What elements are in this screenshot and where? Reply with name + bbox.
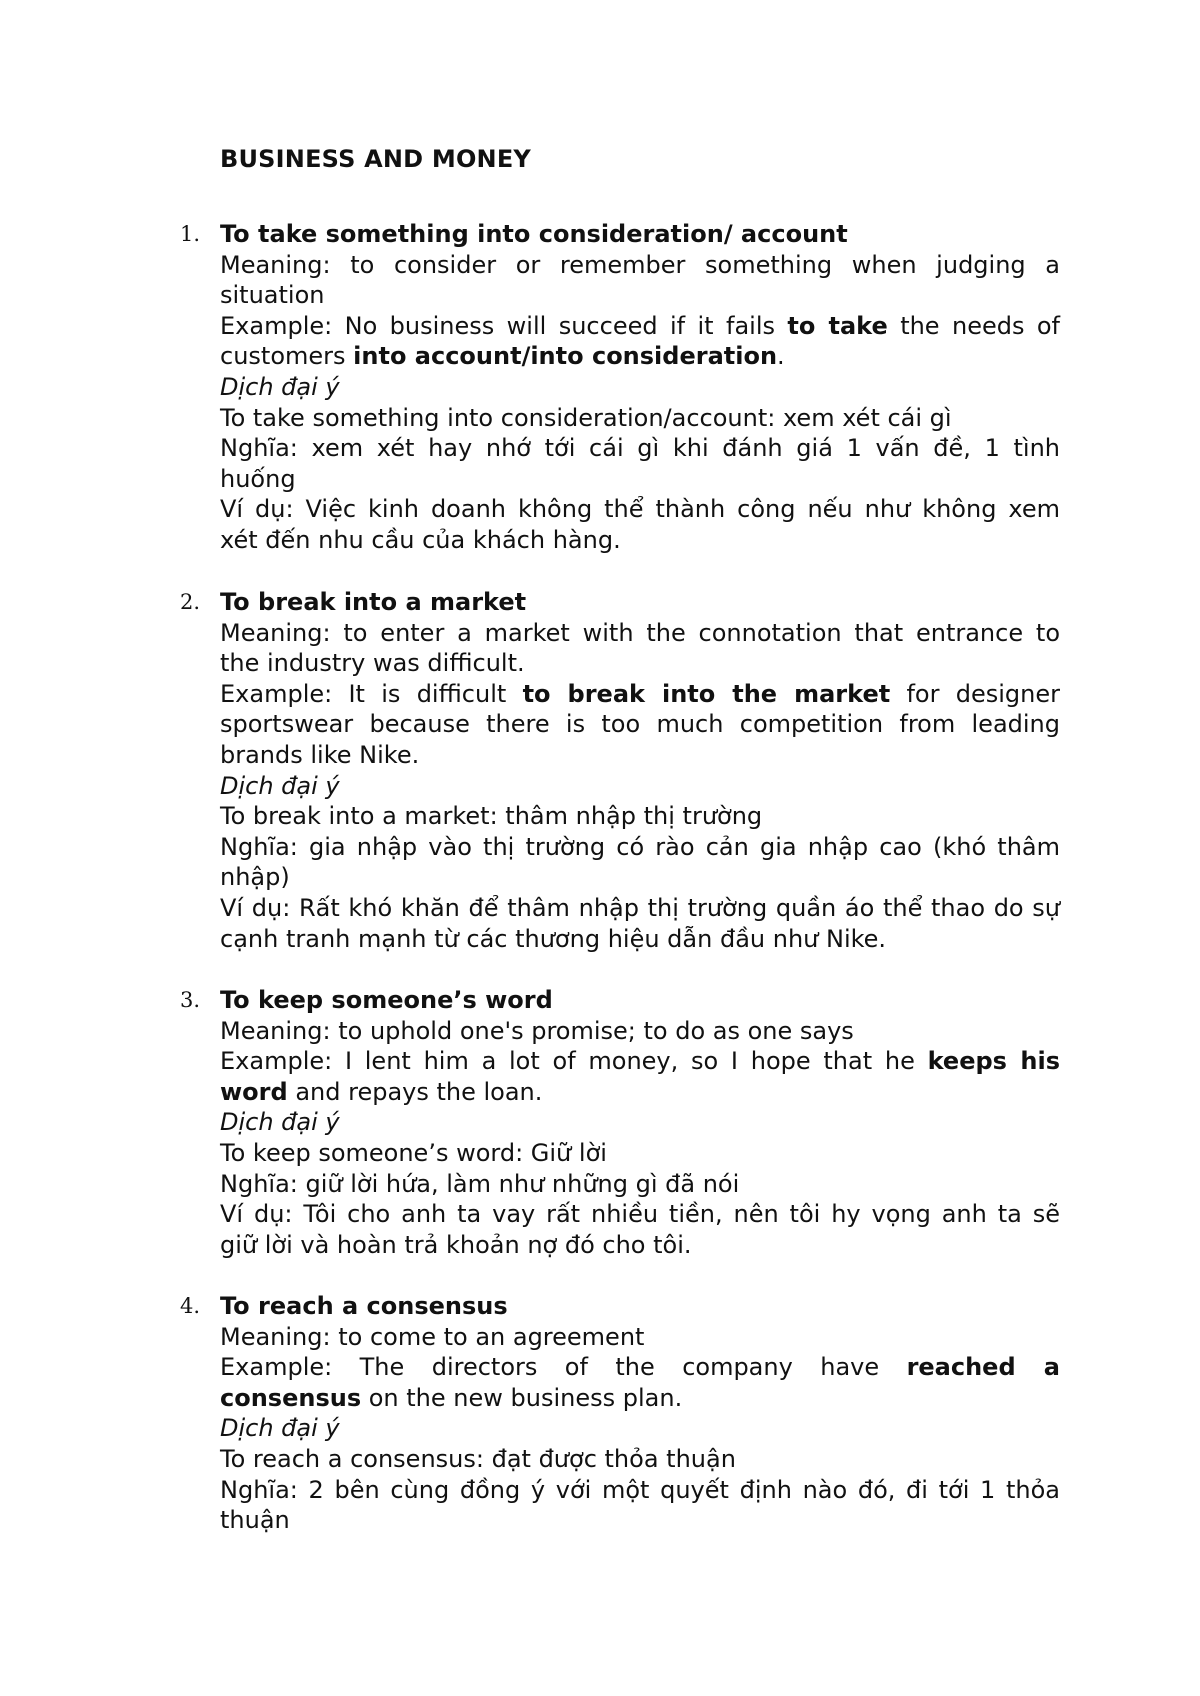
meaning-line: Meaning: to enter a market with the connotation that entrance to: [220, 618, 1060, 647]
example-line: Example: No business will succeed if it fails to take the needs of: [220, 311, 1061, 340]
meaning-line: situation: [220, 281, 325, 310]
document-title: BUSINESS AND MONEY: [220, 145, 532, 173]
example-line: Example: It is difficult to break into the market for designer: [220, 679, 1061, 708]
entry-number: 1.: [180, 222, 201, 246]
meaning-vi-line: Nghĩa: 2 bên cùng đồng ý với một quyết định nào đó, đi tới 1 thỏa: [220, 1475, 1060, 1504]
example-line: Example: The directors of the company have reached a: [220, 1353, 1060, 1382]
meaning-vi-line: Nghĩa: xem xét hay nhớ tới cái gì khi đánh giá 1 vấn đề, 1 tình: [220, 434, 1060, 463]
phrase-translation: To take something into consideration/account: xem xét cái gì: [220, 403, 952, 432]
idiom-entry: [180, 219, 1061, 556]
example-vi-line: giữ lời và hoàn trả khoản nợ đó cho tôi.: [220, 1230, 692, 1259]
idiom-entry: [180, 587, 1061, 954]
translation-label: Dịch đại ý: [220, 372, 340, 401]
example-vi-line: xét đến nhu cầu của khách hàng.: [220, 525, 621, 554]
example-vi-line: cạnh tranh mạnh từ các thương hiệu dẫn đầu như Nike.: [220, 924, 887, 953]
example-line: Example: I lent him a lot of money, so I hope that he keeps his: [220, 1047, 1060, 1076]
idiom-entry: [180, 985, 1060, 1260]
meaning-line: the industry was difficult.: [220, 649, 525, 678]
example-vi-line: Ví dụ: Rất khó khăn để thâm nhập thị trường quần áo thể thao do sự: [220, 893, 1060, 922]
translation-label: Dịch đại ý: [220, 1414, 340, 1443]
meaning-vi-line: Nghĩa: gia nhập vào thị trường có rào cản gia nhập cao (khó thâm: [220, 832, 1060, 861]
meaning-line: Meaning: to consider or remember something when judging a: [220, 250, 1060, 279]
translation-label: Dịch đại ý: [220, 1108, 340, 1137]
meaning-vi-line: huống: [220, 464, 296, 493]
phrase-translation: To break into a market: thâm nhập thị trường: [220, 802, 763, 831]
example-vi-line: Ví dụ: Việc kinh doanh không thể thành công nếu như không xem: [220, 495, 1060, 524]
entry-number: 4.: [180, 1294, 201, 1318]
entry-number: 2.: [180, 590, 201, 614]
example-vi-line: Ví dụ: Tôi cho anh ta vay rất nhiều tiền, nên tôi hy vọng anh ta sẽ: [220, 1200, 1060, 1229]
idiom-heading: To take something into consideration/ account: [220, 220, 848, 248]
meaning-vi-line: thuận: [220, 1506, 290, 1535]
idiom-heading: To reach a consensus: [220, 1292, 508, 1320]
entry-number: 3.: [180, 988, 201, 1012]
meaning-vi-line: nhập): [220, 863, 290, 892]
phrase-translation: To reach a consensus: đạt được thỏa thuận: [220, 1444, 736, 1473]
example-line: word and repays the loan.: [220, 1077, 543, 1106]
meaning-line: Meaning: to uphold one's promise; to do as one says: [220, 1016, 854, 1045]
example-line: consensus on the new business plan.: [220, 1383, 683, 1412]
translation-label: Dịch đại ý: [220, 771, 340, 800]
meaning-line: Meaning: to come to an agreement: [220, 1322, 645, 1351]
meaning-vi-line: Nghĩa: giữ lời hứa, làm như những gì đã nói: [220, 1169, 740, 1198]
idiom-heading: To keep someone’s word: [220, 986, 553, 1014]
example-line: brands like Nike.: [220, 740, 420, 769]
phrase-translation: To keep someone’s word: Giữ lời: [220, 1138, 607, 1167]
example-line: sportswear because there is too much competition from leading: [220, 710, 1060, 739]
idiom-heading: To break into a market: [220, 588, 527, 616]
example-line: customers into account/into consideration.: [220, 342, 785, 371]
idiom-entry: [180, 1291, 1060, 1536]
